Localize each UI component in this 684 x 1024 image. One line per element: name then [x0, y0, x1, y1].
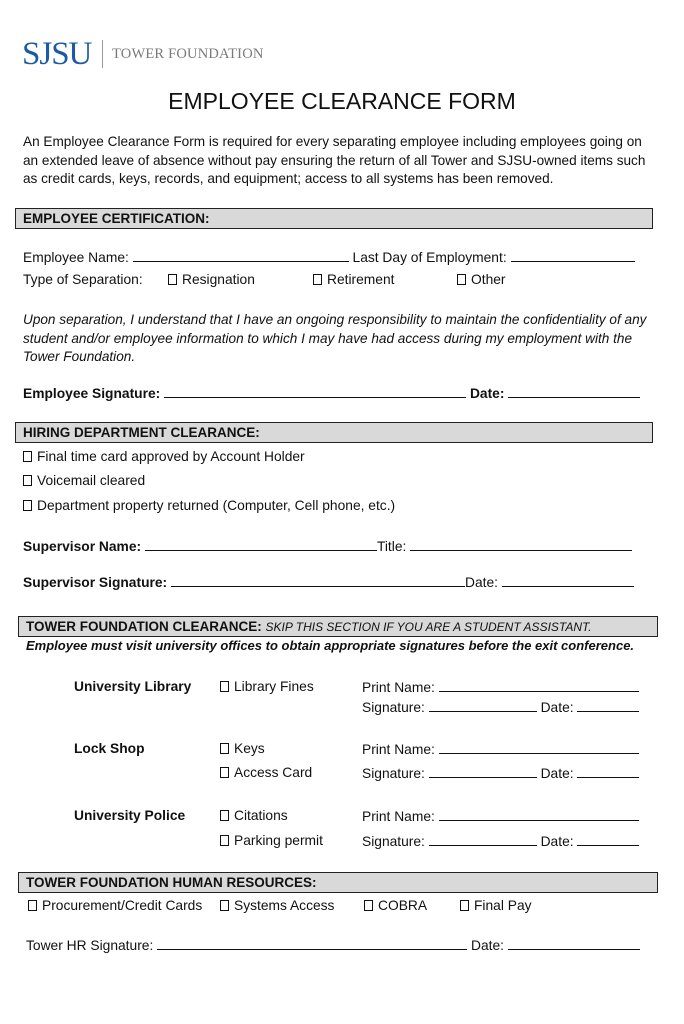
police-signature-field[interactable]	[429, 833, 537, 846]
police-print-name-field[interactable]	[439, 808, 639, 821]
print-name-label: Print Name:	[362, 809, 435, 824]
library-signature-field[interactable]	[429, 699, 537, 712]
supervisor-signature-field[interactable]	[171, 574, 465, 587]
section-hiring-department	[15, 422, 653, 443]
signature-label: Signature:	[362, 834, 425, 849]
signature-label: Signature:	[362, 700, 425, 715]
lockshop-signature-field[interactable]	[429, 765, 537, 778]
print-name-label: Print Name:	[362, 742, 435, 757]
hr-signature-label: Tower HR Signature:	[26, 938, 154, 953]
checkbox-final-pay[interactable]	[460, 898, 532, 913]
title-field[interactable]	[410, 538, 632, 551]
checkbox-label: Procurement/Credit Cards	[42, 898, 203, 913]
logo-divider	[102, 40, 103, 68]
employee-name-label: Employee Name:	[23, 250, 129, 265]
separation-type-label: Type of Separation:	[23, 272, 143, 287]
date-label: Date:	[540, 766, 574, 781]
checkbox-icon[interactable]	[220, 767, 229, 778]
lockshop-signature-row	[362, 765, 639, 781]
supervisor-name-label: Supervisor Name:	[23, 539, 142, 554]
checkbox-resignation[interactable]	[168, 272, 255, 287]
checkbox-department-property[interactable]	[23, 498, 395, 513]
checkbox-icon[interactable]	[23, 475, 32, 486]
checkbox-icon[interactable]	[460, 900, 469, 911]
last-day-label: Last Day of Employment:	[352, 250, 507, 265]
date-label: Date:	[540, 700, 574, 715]
checkbox-other[interactable]	[457, 272, 506, 287]
supervisor-date-label: Date:	[464, 575, 498, 590]
checkbox-label: Keys	[234, 741, 265, 756]
checkbox-keys[interactable]	[220, 741, 265, 756]
checkbox-access-card[interactable]	[220, 765, 312, 780]
checkbox-label: Other	[471, 272, 506, 287]
supervisor-name-field[interactable]	[145, 538, 377, 551]
library-print-name-row	[362, 679, 639, 695]
checkbox-label: Resignation	[182, 272, 255, 287]
section-heading: HIRING DEPARTMENT CLEARANCE:	[23, 425, 260, 440]
checkbox-icon[interactable]	[168, 274, 177, 285]
hr-date-label: Date:	[470, 938, 504, 953]
employee-date-label: Date:	[469, 386, 505, 401]
checkbox-label: Department property returned (Computer, Cell phone, etc.)	[37, 498, 396, 513]
section-note: SKIP THIS SECTION IF YOU ARE A STUDENT ASSISTANT.	[265, 620, 592, 634]
checkbox-label: Final Pay	[474, 898, 532, 913]
checkbox-icon[interactable]	[364, 900, 373, 911]
lockshop-print-name-field[interactable]	[439, 741, 639, 754]
checkbox-systems-access[interactable]	[220, 898, 334, 913]
checkbox-icon[interactable]	[220, 743, 229, 754]
checkbox-icon[interactable]	[220, 810, 229, 821]
police-date-field[interactable]	[577, 833, 639, 846]
section-heading: TOWER FOUNDATION HUMAN RESOURCES:	[26, 875, 317, 890]
section-employee-certification	[15, 208, 653, 229]
checkbox-icon[interactable]	[220, 835, 229, 846]
checkbox-cobra[interactable]	[364, 898, 427, 913]
checkbox-label: Library Fines	[234, 679, 314, 694]
checkbox-icon[interactable]	[220, 900, 229, 911]
police-signature-row	[362, 833, 639, 849]
office-university-library: University Library	[74, 679, 192, 694]
hr-signature-field[interactable]	[157, 937, 467, 950]
checkbox-citations[interactable]	[220, 808, 288, 823]
checkbox-library-fines[interactable]	[220, 679, 314, 694]
checkbox-icon[interactable]	[28, 900, 37, 911]
checkbox-label: Systems Access	[234, 898, 335, 913]
employee-name-field[interactable]	[133, 249, 349, 262]
checkbox-icon[interactable]	[220, 681, 229, 692]
office-lock-shop: Lock Shop	[74, 741, 145, 756]
confidentiality-statement: Upon separation, I understand that I have an ongoing responsibility to maintain the confidentiality of any student and/or employee information to which I may have had access during my employment with the Tower Foundation.	[23, 312, 647, 364]
employee-signature-label: Employee Signature:	[23, 386, 161, 401]
checkbox-retirement[interactable]	[313, 272, 394, 287]
checkbox-label: Final time card approved by Account Holder	[37, 449, 305, 464]
checkbox-voicemail-cleared[interactable]	[23, 473, 145, 488]
page-title: EMPLOYEE CLEARANCE FORM	[168, 88, 516, 114]
police-print-name-row	[362, 808, 639, 824]
office-university-police: University Police	[74, 808, 186, 823]
checkbox-final-time-card[interactable]	[23, 449, 305, 464]
library-date-field[interactable]	[577, 699, 639, 712]
print-name-label: Print Name:	[362, 680, 435, 695]
date-label: Date:	[540, 834, 574, 849]
checkbox-icon[interactable]	[457, 274, 466, 285]
supervisor-date-field[interactable]	[502, 574, 634, 587]
section-heading: TOWER FOUNDATION CLEARANCE:	[26, 619, 262, 634]
lockshop-date-field[interactable]	[577, 765, 639, 778]
supervisor-signature-row	[23, 574, 634, 590]
employee-signature-field[interactable]	[164, 385, 466, 398]
checkbox-label: Parking permit	[234, 833, 323, 848]
employee-date-field[interactable]	[508, 385, 640, 398]
library-signature-row	[362, 699, 639, 715]
tower-foundation-logo-text: TOWER FOUNDATION	[112, 46, 264, 62]
lockshop-print-name-row	[362, 741, 639, 757]
checkbox-label: Retirement	[327, 272, 395, 287]
signature-label: Signature:	[362, 766, 425, 781]
checkbox-label: Access Card	[234, 765, 313, 780]
library-print-name-field[interactable]	[439, 679, 639, 692]
office-visit-instruction: Employee must visit university offices to obtain appropriate signatures before the exit conference.	[26, 638, 635, 653]
supervisor-signature-label: Supervisor Signature:	[23, 575, 168, 590]
employee-signature-row	[23, 385, 640, 401]
hr-date-field[interactable]	[508, 937, 640, 950]
sjsu-logo: SJSU	[22, 36, 92, 72]
supervisor-name-row	[23, 538, 632, 554]
checkbox-icon[interactable]	[23, 451, 32, 462]
hr-signature-row	[26, 937, 640, 953]
checkbox-label: COBRA	[378, 898, 428, 913]
last-day-field[interactable]	[511, 249, 635, 262]
employee-name-row	[23, 249, 635, 265]
checkbox-parking-permit[interactable]	[220, 833, 323, 848]
checkbox-procurement-credit-cards[interactable]	[28, 898, 202, 913]
title-label: Title:	[376, 539, 407, 554]
checkbox-icon[interactable]	[313, 274, 322, 285]
section-heading: EMPLOYEE CERTIFICATION:	[23, 211, 210, 226]
checkbox-icon[interactable]	[23, 500, 32, 511]
section-tower-foundation-clearance	[18, 616, 658, 637]
section-tower-hr	[18, 872, 658, 893]
intro-paragraph: An Employee Clearance Form is required for every separating employee including employees going on an extended leave of absence without pay ensuring the return of all Tower and SJSU-owned items such as credit cards, keys, records, and equipment; access to all systems has been removed.	[23, 134, 646, 186]
checkbox-label: Voicemail cleared	[37, 473, 146, 488]
checkbox-label: Citations	[234, 808, 288, 823]
